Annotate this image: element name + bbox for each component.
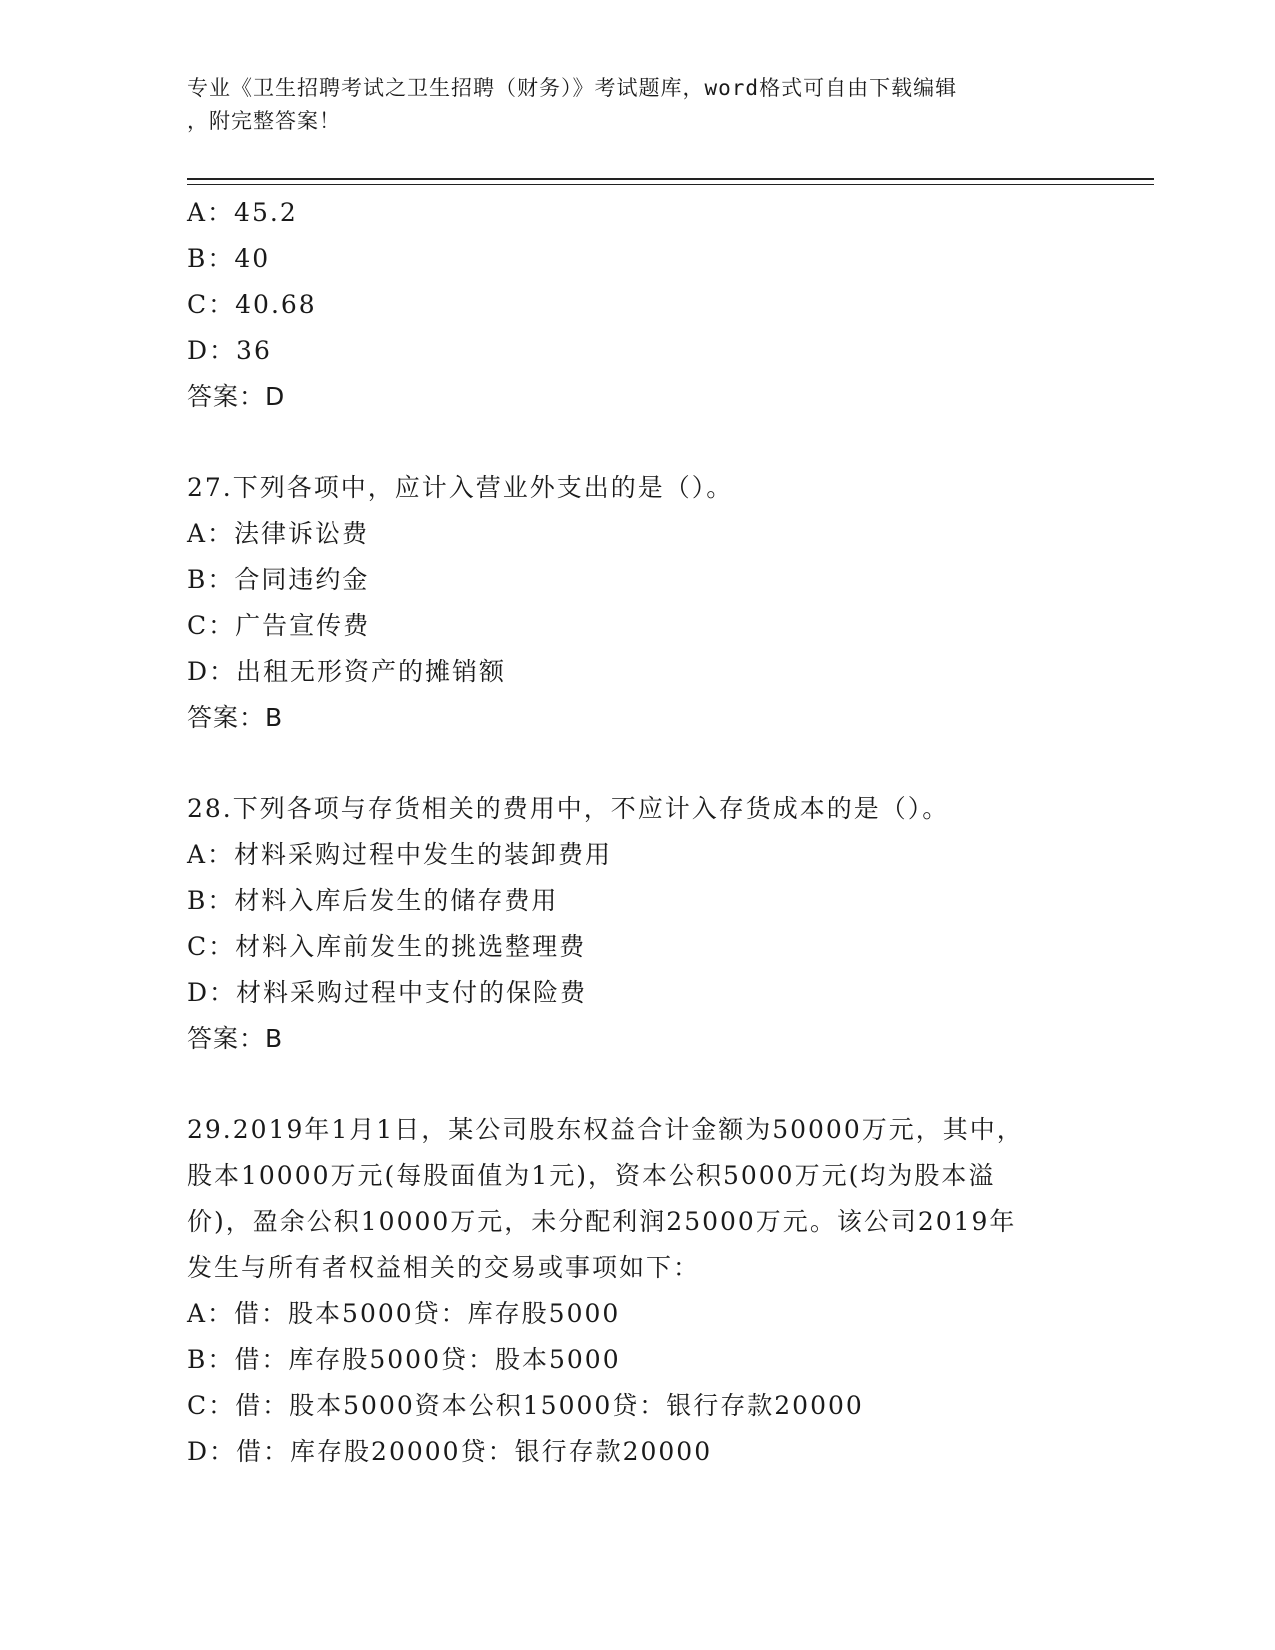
option-b: B：40 — [187, 244, 271, 273]
option-a: A：借：股本5000贷：库存股5000 — [187, 1299, 621, 1328]
question-block-28 — [187, 786, 1087, 1062]
answer: 答案：B — [187, 703, 284, 732]
question-block-29 — [187, 1107, 1087, 1475]
option-d: D：材料采购过程中支付的保险费 — [187, 978, 588, 1007]
header-line-1: 专业《卫生招聘考试之卫生招聘（财务）》考试题库，word格式可自由下载编辑 — [187, 76, 958, 100]
option-c: C：借：股本5000资本公积15000贷：银行存款20000 — [187, 1391, 864, 1420]
question-stem: 27.下列各项中，应计入营业外支出的是（）。 — [187, 473, 734, 502]
answer: 答案：D — [187, 382, 286, 411]
option-c: C：40.68 — [187, 290, 317, 319]
option-d: D：借：库存股20000贷：银行存款20000 — [187, 1437, 713, 1466]
question-stem-line: 股本10000万元(每股面值为1元)，资本公积5000万元(均为股本溢 — [187, 1161, 996, 1190]
option-a: A：45.2 — [187, 198, 298, 227]
question-block-27 — [187, 465, 1087, 741]
question-stem-line: 价)，盈余公积10000万元，未分配利润25000万元。该公司2019年 — [187, 1207, 1017, 1236]
document-body — [187, 190, 1087, 1475]
option-c: C：材料入库前发生的挑选整理费 — [187, 932, 587, 961]
answer: 答案：B — [187, 1024, 284, 1053]
header-rule-thick — [187, 178, 1154, 180]
option-c: C：广告宣传费 — [187, 611, 371, 640]
option-b: B：借：库存股5000贷：股本5000 — [187, 1345, 621, 1374]
question-stem-line: 发生与所有者权益相关的交易或事项如下： — [187, 1253, 701, 1282]
question-stem: 28.下列各项与存货相关的费用中，不应计入存货成本的是（）。 — [187, 794, 950, 823]
document-header — [187, 72, 1067, 138]
header-rule-thin — [187, 184, 1154, 185]
option-b: B：材料入库后发生的储存费用 — [187, 886, 559, 915]
option-d: D：出租无形资产的摊销额 — [187, 657, 507, 686]
option-a: A：法律诉讼费 — [187, 519, 370, 548]
option-b: B：合同违约金 — [187, 565, 370, 594]
question-stem-line: 29.2019年1月1日，某公司股东权益合计金额为50000万元，其中， — [187, 1115, 1024, 1144]
option-a: A：材料采购过程中发生的装卸费用 — [187, 840, 613, 869]
header-line-2: ，附完整答案！ — [187, 109, 341, 133]
option-d: D：36 — [187, 336, 272, 365]
question-block-26 — [187, 190, 1087, 420]
